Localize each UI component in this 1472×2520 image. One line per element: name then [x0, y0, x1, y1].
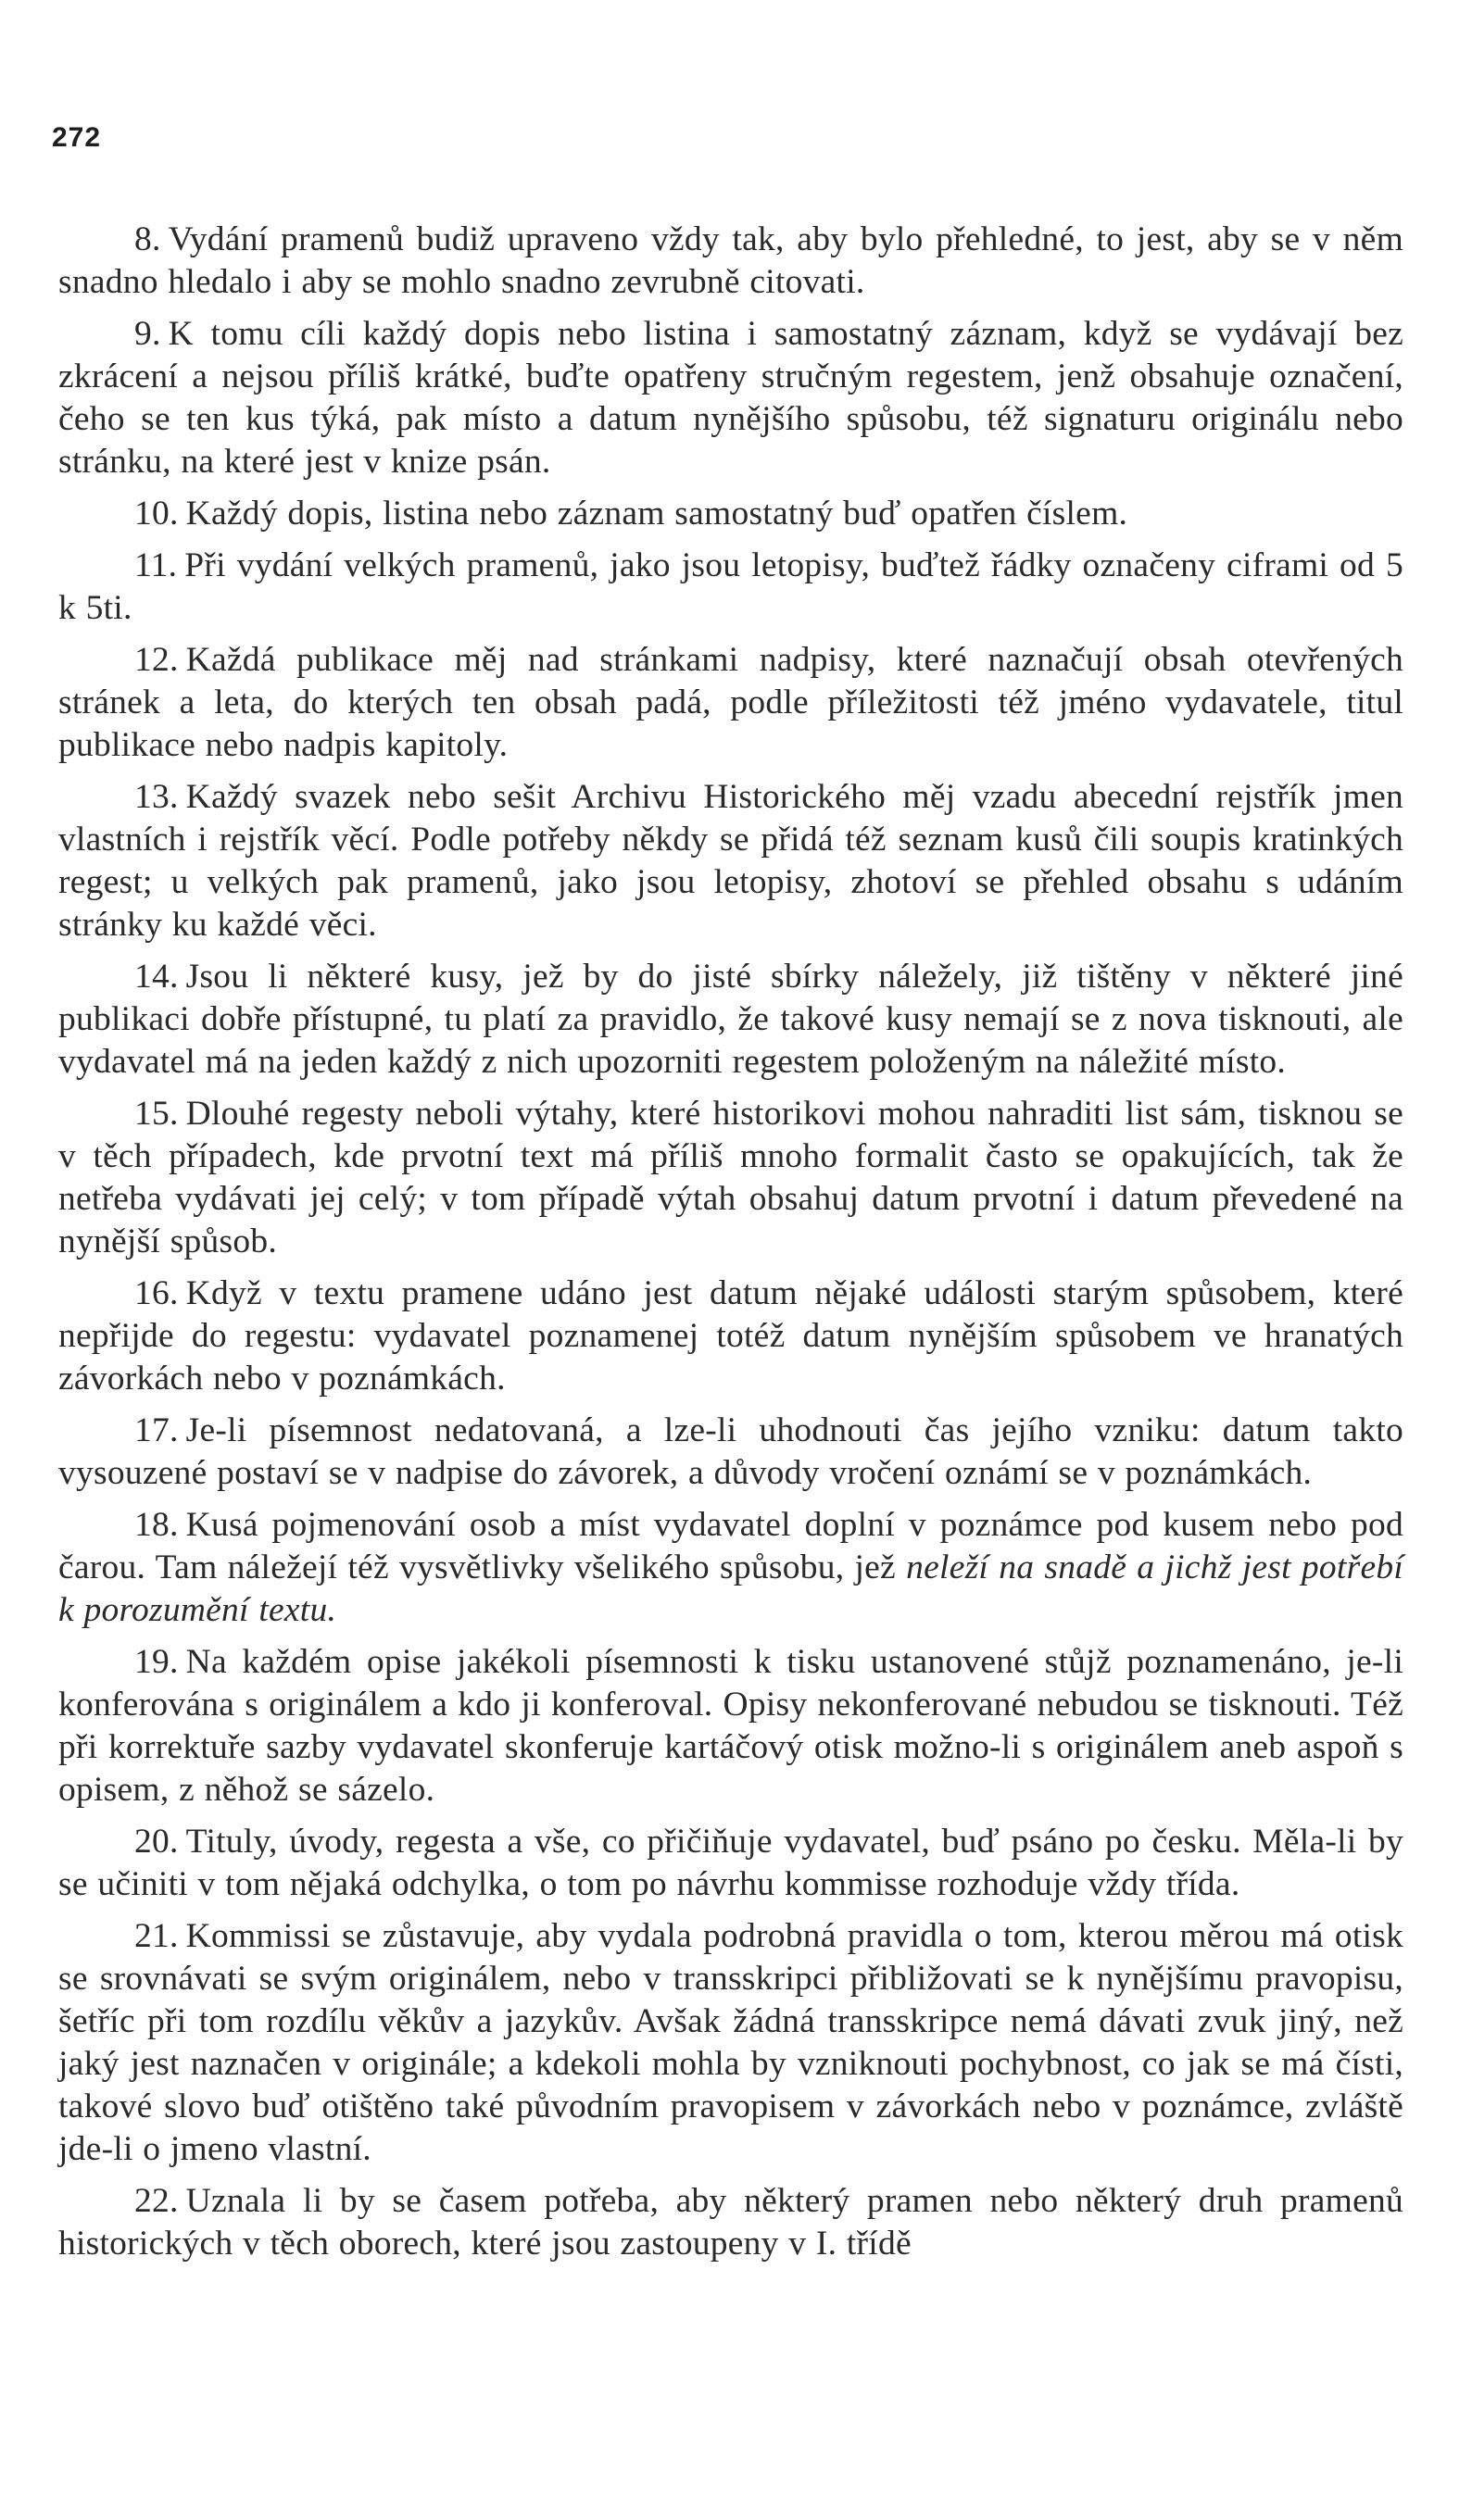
paragraph-text: Na každém opise jakékoli písemnosti k tisku ustanovené stůjž poznamenáno, je-li konferována s originálem a kdo ji konferoval. Opisy nekonferované nebudou se tisknouti. Též při korrektuře sazby vydavatel skonferuje kartáčový otisk možno-li s originálem aneb aspoň s opisem, z něhož se sázelo. — [58, 1643, 1403, 1809]
paragraph-text: Každý dopis, listina nebo záznam samostatný buď opatřen číslem. — [185, 495, 1128, 533]
paragraph-12 — [58, 639, 1403, 767]
paragraph-number: 21. — [134, 1917, 179, 1955]
paragraph-number: 18. — [134, 1506, 179, 1544]
paragraph-number: 17. — [134, 1411, 179, 1449]
paragraph-20 — [58, 1821, 1403, 1906]
paragraph-9 — [58, 313, 1403, 483]
paragraph-14 — [58, 956, 1403, 1084]
paragraph-15 — [58, 1093, 1403, 1263]
paragraph-number: 15. — [134, 1095, 179, 1133]
paragraph-text: Dlouhé regesty neboli výtahy, které historikovi mohou nahraditi list sám, tisknou se v těch případech, kde prvotní text má příliš mnoho formalit často se opakujících, tak že netřeba vydávati jej celý; v tom případě výtah obsahuj datum prvotní i datum převedené na nynější spůsob. — [58, 1095, 1403, 1260]
paragraph-text: Při vydání velkých pramenů, jako jsou letopisy, buďtež řádky označeny ciframi od 5 k 5ti. — [58, 546, 1403, 627]
paragraph-10 — [58, 493, 1403, 535]
paragraph-17 — [58, 1410, 1403, 1495]
paragraph-number: 16. — [134, 1274, 179, 1312]
paragraph-italic-text: neleží na snadě a jichž jest potřebí k porozumění textu. — [58, 1548, 1404, 1629]
paragraph-number: 20. — [134, 1823, 179, 1861]
paragraph-8 — [58, 219, 1403, 304]
paragraph-text: Jsou li některé kusy, jež by do jisté sbírky náležely, již tištěny v některé jiné publikaci dobře přístupné, tu platí za pravidlo, že takové kusy nemají se z nova tisknouti, ale vydavatel má na jeden každý z nich upozorniti regestem položeným na náležité místo. — [58, 958, 1403, 1081]
paragraph-number: 8. — [134, 220, 161, 258]
document-body — [58, 219, 1403, 2275]
paragraph-number: 10. — [134, 495, 179, 533]
paragraph-18 — [58, 1504, 1403, 1632]
page-number: 272 — [52, 122, 102, 153]
paragraph-21 — [58, 1915, 1403, 2171]
paragraph-number: 22. — [134, 2182, 179, 2220]
paragraph-text: Kommissi se zůstavuje, aby vydala podrobná pravidla o tom, kterou měrou má otisk se srovnávati se svým originálem, nebo v transskripci přibližovati se k nynějšímu pravopisu, šetříc při tom rozdílu věkův a jazykův. Avšak žádná transskripce nemá dávati zvuk jiný, než jaký jest naznačen v originále; a kdekoli mohla by vzniknouti pochybnost, co jak se má čísti, takové slovo buď otištěno také původním pravopisem v závorkách nebo v poznámce, zvláště jde-li o jmeno vlastní. — [58, 1917, 1403, 2168]
paragraph-number: 12. — [134, 641, 179, 679]
paragraph-11 — [58, 545, 1403, 630]
paragraph-text: Uznala li by se časem potřeba, aby některý pramen nebo některý druh pramenů historických v těch oborech, které jsou zastoupeny v I. třídě — [58, 2182, 1403, 2263]
paragraph-text: Kusá pojmenování osob a míst vydavatel doplní v poznámce pod kusem nebo pod čarou. Tam náležejí též vysvětlivky všelikého spůsobu, jež — [58, 1506, 1403, 1586]
paragraph-number: 14. — [134, 958, 179, 996]
paragraph-text: Každá publikace měj nad stránkami nadpisy, které naznačují obsah otevřených stránek a leta, do kterých ten obsah padá, podle příležitosti též jméno vydavatele, titul publikace nebo nadpis kapitoly. — [58, 641, 1403, 764]
paragraph-number: 13. — [134, 778, 179, 816]
paragraph-22 — [58, 2180, 1403, 2265]
paragraph-text: Každý svazek nebo sešit Archivu Historického měj vzadu abecední rejstřík jmen vlastních i rejstřík věcí. Podle potřeby někdy se přidá též seznam kusů čili soupis kratinkých regest; u velkých pak pramenů, jako jsou letopisy, zhotoví se přehled obsahu s udáním stránky ku každé věci. — [58, 778, 1403, 944]
paragraph-text: K tomu cíli každý dopis nebo listina i samostatný záznam, když se vydávají bez zkrácení a nejsou příliš krátké, buďte opatřeny stručným regestem, jenž obsahuje označení, čeho se ten kus týká, pak místo a datum nynějšího spůsobu, též signaturu originálu nebo stránku, na které jest v knize psán. — [58, 315, 1403, 481]
paragraph-19 — [58, 1641, 1403, 1812]
paragraph-text: Je-li písemnost nedatovaná, a lze-li uhodnouti čas jejího vzniku: datum takto vysouzené postaví se v nadpise do závorek, a důvody vročení oznámí se v poznámkách. — [58, 1411, 1403, 1492]
paragraph-number: 19. — [134, 1643, 179, 1681]
paragraph-text: Tituly, úvody, regesta a vše, co přičiňuje vydavatel, buď psáno po česku. Měla-li by se učiniti v tom nějaká odchylka, o tom po návrhu kommisse rozhoduje vždy třída. — [58, 1823, 1403, 1903]
paragraph-text: Když v textu pramene udáno jest datum nějaké události starým spůsobem, které nepřijde do regestu: vydavatel poznamenej totéž datum nynějším spůsobem ve hranatých závorkách nebo v poznámkách. — [58, 1274, 1403, 1398]
paragraph-13 — [58, 776, 1403, 947]
paragraph-number: 9. — [134, 315, 161, 353]
paragraph-text: Vydání pramenů budiž upraveno vždy tak, aby bylo přehledné, to jest, aby se v něm snadno hledalo i aby se mohlo snadno zevrubně citovati. — [58, 220, 1403, 301]
paragraph-number: 11. — [134, 546, 178, 584]
paragraph-16 — [58, 1273, 1403, 1400]
